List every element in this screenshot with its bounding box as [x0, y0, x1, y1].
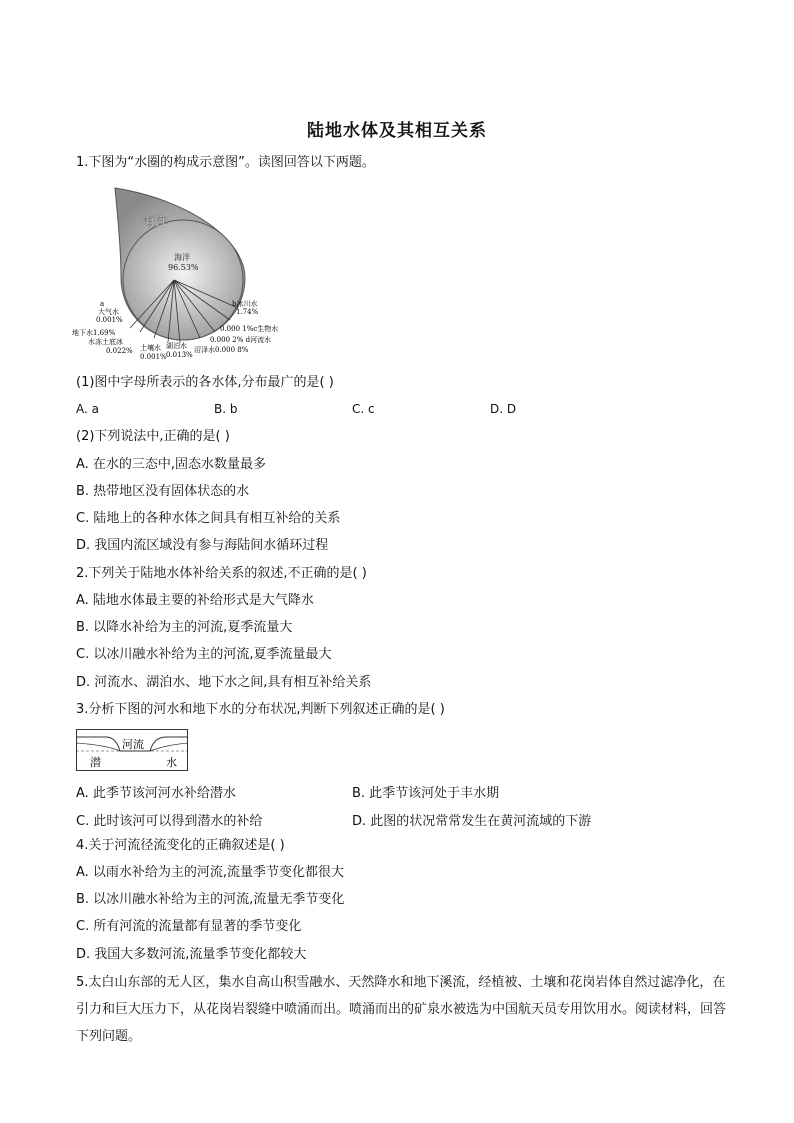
label-bio: 0.000 1%c生物水 — [220, 325, 279, 333]
q4-option-a[interactable]: A. 以雨水补给为主的河流,流量季节变化都很大 — [76, 865, 345, 880]
label-glacier: b冰川水 — [232, 300, 258, 308]
q2-option-a[interactable]: A. 陆地水体最主要的补给形式是大气降水 — [76, 593, 314, 608]
label-atmos: 大气水 — [98, 308, 119, 316]
q1-sub1-option-d[interactable]: D. D — [490, 402, 517, 416]
label-lake: 湖泊水 — [166, 342, 187, 350]
q1-sub2-option-a[interactable]: A. 在水的三态中,固态水数量最多 — [76, 457, 267, 472]
groundwater-left: 潜 — [90, 756, 101, 769]
q3-option-a[interactable]: A. 此季节该河河水补给潜水 — [76, 786, 236, 801]
outer-label: 海洋 — [142, 215, 169, 230]
q2-option-d[interactable]: D. 河流水、湖泊水、地下水之间,具有相互补给关系 — [76, 675, 372, 690]
river-groundwater-diagram — [76, 729, 188, 771]
hydrosphere-diagram — [70, 180, 300, 365]
value-glacier: 1.74% — [236, 308, 259, 316]
label-soil: 土壤水 — [140, 344, 161, 352]
label-marsh: 沼泽水0.000 8% — [194, 346, 249, 354]
value-soil: 0.001% — [140, 353, 167, 361]
ocean-label: 海洋 — [174, 253, 190, 262]
q2-option-b[interactable]: B. 以降水补给为主的河流,夏季流量大 — [76, 620, 293, 635]
question-1-sub-1: (1)图中字母所表示的各水体,分布最广的是( ) — [76, 375, 334, 390]
question-5-text: 5.太白山东部的无人区，集水自高山积雪融水、天然降水和地下溪流，经植被、土壤和花岗岩体自然过滤净化，在引力和巨大压力下，从花岗岩裂缝中喷涌而出。喷涌而出的矿泉水被选为中国航天员专用饮用水。阅读材料，回答下列问题。 — [76, 975, 727, 1044]
question-4-stem: 4.关于河流径流变化的正确叙述是( ) — [76, 838, 285, 853]
question-2-stem: 2.下列关于陆地水体补给关系的叙述,不正确的是( ) — [76, 566, 367, 581]
q3-option-c[interactable]: C. 此时该河可以得到潜水的补给 — [76, 814, 263, 829]
q1-sub1-option-a[interactable]: A. a — [76, 402, 99, 416]
page-title: 陆地水体及其相互关系 — [307, 121, 487, 141]
q1-sub2-option-d[interactable]: D. 我国内流区域没有参与海陆间水循环过程 — [76, 538, 329, 553]
label-a: a — [100, 300, 105, 308]
q1-sub2-option-c[interactable]: C. 陆地上的各种水体之间具有相互补给的关系 — [76, 511, 341, 526]
value-atmos: 0.001% — [96, 316, 123, 324]
ocean-circle — [123, 220, 243, 340]
river-label: 河流 — [122, 738, 144, 751]
q4-option-d[interactable]: D. 我国大多数河流,流量季节变化都较大 — [76, 947, 307, 962]
label-frozen: 水冻土底冰 — [88, 338, 123, 346]
q3-option-d[interactable]: D. 此图的状况常常发生在黄河流域的下游 — [352, 814, 592, 829]
value-frozen: 0.022% — [106, 347, 133, 355]
label-river: 0.000 2% d河流水 — [210, 336, 272, 344]
question-1-sub-2: (2)下列说法中,正确的是( ) — [76, 429, 230, 444]
q1-sub1-option-b[interactable]: B. b — [214, 402, 238, 416]
q1-sub1-option-c[interactable]: C. c — [352, 402, 375, 416]
q1-sub2-option-b[interactable]: B. 热带地区没有固体状态的水 — [76, 484, 250, 499]
question-3-stem: 3.分析下图的河水和地下水的分布状况,判断下列叙述正确的是( ) — [76, 702, 445, 717]
q4-option-b[interactable]: B. 以冰川融水补给为主的河流,流量无季节变化 — [76, 892, 345, 907]
q3-option-b[interactable]: B. 此季节该河处于丰水期 — [352, 786, 500, 801]
label-ground: 地下水1.69% — [72, 329, 116, 337]
groundwater-right: 水 — [166, 756, 177, 769]
value-lake: 0.013% — [166, 351, 193, 359]
q4-option-c[interactable]: C. 所有河流的流量都有显著的季节变化 — [76, 919, 302, 934]
question-1-stem: 1.下图为“水圈的构成示意图”。读图回答以下两题。 — [76, 155, 375, 170]
ocean-value: 96.53% — [168, 263, 199, 272]
q2-option-c[interactable]: C. 以冰川融水补给为主的河流,夏季流量最大 — [76, 647, 332, 662]
